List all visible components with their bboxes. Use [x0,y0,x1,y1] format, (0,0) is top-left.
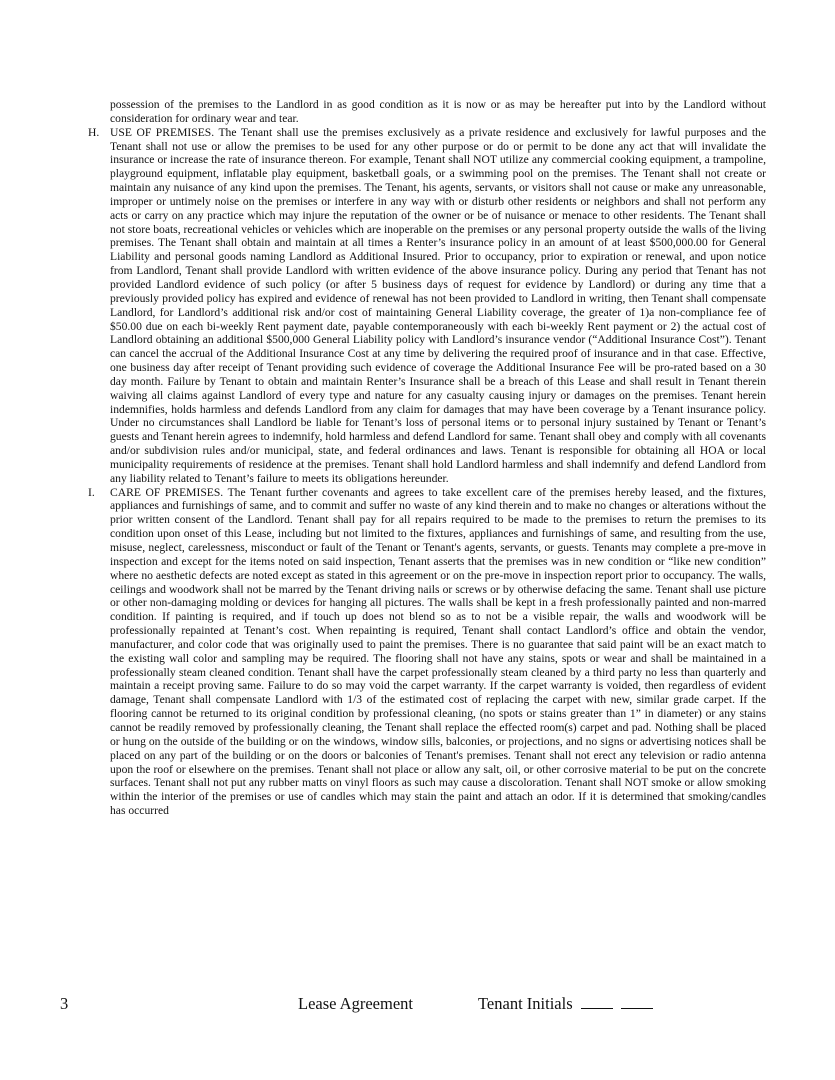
section-use-of-premises [86,126,766,486]
document-title: Lease Agreement [298,994,413,1013]
continuation-paragraph: possession of the premises to the Landlord in as good condition as it is now or as may be hereafter put into by the Landlord without consideration for ordinary wear and tear. [110,98,766,125]
section-letter: H. [88,125,100,139]
section-care-of-premises [86,486,766,818]
page-number: 3 [60,994,69,1013]
tenant-initials [478,994,653,1014]
initials-blank [581,994,613,1009]
section-letter: I. [88,485,95,499]
document-body [86,98,766,818]
section-text: CARE OF PREMISES. The Tenant further covenants and agrees to take excellent care of the premises hereby leased, and the fixtures, appliances and furnishings of same, and to commit and suffer no waste of any kind therein and to make no changes or alterations without the prior written consent of the Landlord. Tenant shall pay for all repairs required to be made to the premises to return the premises to its condition upon onset of this Lease, including but not limited to the fixtures, appliances and furnishings of same, and resulting from the use, misuse, neglect, carelessness, misconduct or fault of the Tenant or Tenant's agents, servants, or guests. Tenants may complete a pre-move in inspection and except for the items noted on said inspection, Tenant asserts that the premises was in new condition or “like new condition” where no aesthetic defects are noted except as stated in this agreement or on the pre-move in inspection report prior to occupancy. The walls, ceilings and woodwork shall not be marred by the Tenant driving nails or screws or by otherwise defacing the same. Tenant shall use picture or other non-damaging molding or devices for hanging all pictures. The walls shall be kept in a fresh professionally painted and non-marred condition. If painting is required, and if touch up does not blend so as to not be a visible repair, the walls and woodwork will be professionally repainted at Tenant’s cost. When repainting is required, Tenant shall contact Landlord’s office and obtain the vendor, manufacturer, and color code that was originally used to paint the premises. There is no guarantee that said paint will be an exact match to the existing wall color and sampling may be required. The flooring shall not have any stains, spots or wear and shall be maintained in a professionally steam cleaned condition. Tenant shall have the carpet professionally steam cleaned by a third party no less than quarterly and maintain a receipt proving same. Failure to do so may void the carpet warranty. If the carpet warranty is voided, then regardless of evident damage, Tenant shall compensate Landlord with 1/3 of the estimated cost of replacing the carpet with new, similar grade carpet. If the flooring cannot be returned to its original condition by professional cleaning, (no spots or stains greater than 1” in diameter) or any stains cannot be readily removed by professionally cleaning, the Tenant shall replace the effected room(s) carpet and pad. Nothing shall be placed or hung on the outside of the building or on the windows, window sills, balconies, or projections, and no signs or advertising notices shall be placed on any part of the building or on the doors or balconies of Tenant's premises. Tenant shall not erect any television or radio antenna upon the roof or elsewhere on the premises. Tenant shall not place or allow any salt, oil, or other corrosive material to be put on the concrete surfaces. Tenant shall not put any rubber matts on vinyl floors as such may cause a discoloration. Tenant shall NOT smoke or allow smoking within the interior of the premises or use of candles which may stain the paint and attach an odor. If it is determined that smoking/candles has occurred [110,485,766,818]
initials-label: Tenant Initials [478,994,573,1013]
initials-blank [621,994,653,1009]
section-text: USE OF PREMISES. The Tenant shall use the premises exclusively as a private residence and exclusively for lawful purposes and the Tenant shall not use or allow the premises to be used for any other purpose or do or permit to be done any act that will invalidate the insurance or increase the rate of insurance thereon. For example, Tenant shall NOT utilize any commercial cooking equipment, a trampoline, playground equipment, inflatable play equipment, basketball goals, or a swimming pool on the premises. The Tenant shall not create or maintain any nuisance of any kind upon the premises. The Tenant, his agents, servants, or visitors shall not cause or make any unreasonable, improper or untimely noise on the premises or interfere in any way with or disturb other residents or neighbors and shall not perform any acts or carry on any practice which may injure the reputation of the owner or be of nuisance or menace to other residents. The Tenant shall not store boats, recreational vehicles or vehicles which are inoperable on the premises or any personal property outside the walls of the living premises. The Tenant shall obtain and maintain at all times a Renter’s insurance policy in an amount of at least $500,000.00 for General Liability and personal goods naming Landlord as Additional Insured. Prior to occupancy, prior to expiration or renewal, and upon notice from Landlord, Tenant shall provide Landlord with written evidence of the above insurance policy. During any period that Tenant has not provided Landlord evidence of such policy (or after 5 business days of request for evidence by Landlord) or during any time that a previously provided policy has expired and evidence of renewal has not been provided to Landlord in writing, then Tenant shall compensate Landlord, for Landlord’s additional risk and/or cost of maintaining General Liability coverage, the greater of 1)a non-compliance fee of $50.00 due on each bi-weekly Rent payment date, payable contemporaneously with each bi-weekly Rent payment or 2) the actual cost of Landlord obtaining an additional $500,000 General Liability policy with Landlord’s insurance vendor (“Additional Insurance Cost”). Tenant can cancel the accrual of the Additional Insurance Cost at any time by delivering the required proof of insurance and in that case. Effective, one business day after receipt of Tenant providing such evidence of coverage the Additional Insurance Fee will be pro-rated based on a 30 day month. Failure by Tenant to obtain and maintain Renter’s Insurance shall be a breach of this Lease and shall result in Tenant therein waiving all claims against Landlord of every type and nature for any casualty causing injury or damages on the premises. Tenant herein indemnifies, holds harmless and defends Landlord from any claim for damages that may have been coverage by a Tenant insurance policy. Under no circumstances shall Landlord be liable for Tenant’s loss of personal items or to personal injury sustained by Tenant or Tenant’s guests and Tenant herein agrees to indemnify, hold harmless and defend Landlord for same. Tenant shall obey and comply with all covenants and/or subdivision rules and/or municipal, state, and federal ordinances and laws. Tenant is responsible for obtaining all HOA or local municipality requirements of residence at the premises. Tenant shall hold Landlord harmless and shall indemnify and defend Landlord from any liability related to Tenant’s failure to meets its obligations hereunder. [110,125,766,485]
page-footer [0,994,835,1018]
